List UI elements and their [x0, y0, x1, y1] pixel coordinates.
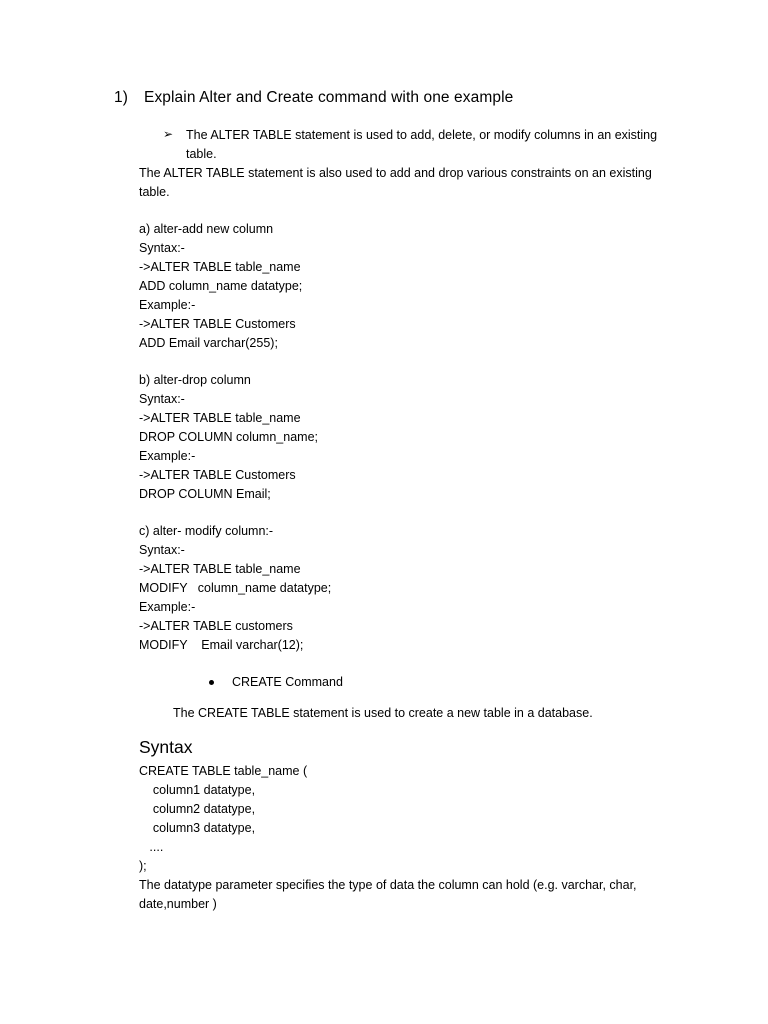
add-section-heading: a) alter-add new column	[139, 222, 274, 236]
arrow-bullet-icon: ➢	[163, 127, 174, 141]
modify-section-heading: c) alter- modify column:-	[139, 524, 274, 538]
add-example-label: Example:-	[139, 298, 196, 312]
create-code-line4: column3 datatype,	[139, 821, 256, 835]
add-syntax-label: Syntax:-	[139, 241, 185, 255]
alter-para-line2: table.	[139, 185, 170, 199]
drop-example-label: Example:-	[139, 449, 196, 463]
drop-example-line2: DROP COLUMN Email;	[139, 487, 271, 501]
add-syntax-line2: ADD column_name datatype;	[139, 279, 303, 293]
create-code-line3: column2 datatype,	[139, 802, 256, 816]
drop-syntax-line1: ->ALTER TABLE table_name	[139, 411, 301, 425]
add-example-line1: ->ALTER TABLE Customers	[139, 317, 296, 331]
drop-syntax-line2: DROP COLUMN column_name;	[139, 430, 318, 444]
question-number: 1)	[114, 89, 128, 106]
bullet-dot-icon	[209, 680, 214, 685]
create-bullet-label: CREATE Command	[232, 675, 343, 689]
drop-syntax-label: Syntax:-	[139, 392, 185, 406]
create-syntax-heading: Syntax	[139, 737, 193, 757]
modify-example-label: Example:-	[139, 600, 196, 614]
modify-syntax-line2: MODIFY column_name datatype;	[139, 581, 332, 595]
add-syntax-line1: ->ALTER TABLE table_name	[139, 260, 301, 274]
modify-example-line2: MODIFY Email varchar(12);	[139, 638, 304, 652]
create-code-line5: ....	[139, 840, 164, 854]
create-code-line2: column1 datatype,	[139, 783, 256, 797]
create-code-line6: );	[139, 859, 147, 873]
drop-section-heading: b) alter-drop column	[139, 373, 251, 387]
alter-bullet-line2: table.	[186, 147, 217, 161]
alter-bullet-line1: The ALTER TABLE statement is used to add, delete, or modify columns in an existing	[186, 128, 658, 142]
modify-syntax-line1: ->ALTER TABLE table_name	[139, 562, 301, 576]
question-title: Explain Alter and Create command with one example	[144, 89, 514, 106]
add-example-line2: ADD Email varchar(255);	[139, 336, 278, 350]
modify-syntax-label: Syntax:-	[139, 543, 185, 557]
create-code-line1: CREATE TABLE table_name (	[139, 764, 308, 778]
create-footer-line1: The datatype parameter specifies the type of data the column can hold (e.g. varchar, char,	[139, 878, 637, 892]
create-description: The CREATE TABLE statement is used to create a new table in a database.	[173, 706, 593, 720]
drop-example-line1: ->ALTER TABLE Customers	[139, 468, 296, 482]
create-footer-line2: date,number )	[139, 897, 217, 911]
modify-example-line1: ->ALTER TABLE customers	[139, 619, 293, 633]
alter-para-line1: The ALTER TABLE statement is also used to add and drop various constraints on an existing	[139, 166, 652, 180]
